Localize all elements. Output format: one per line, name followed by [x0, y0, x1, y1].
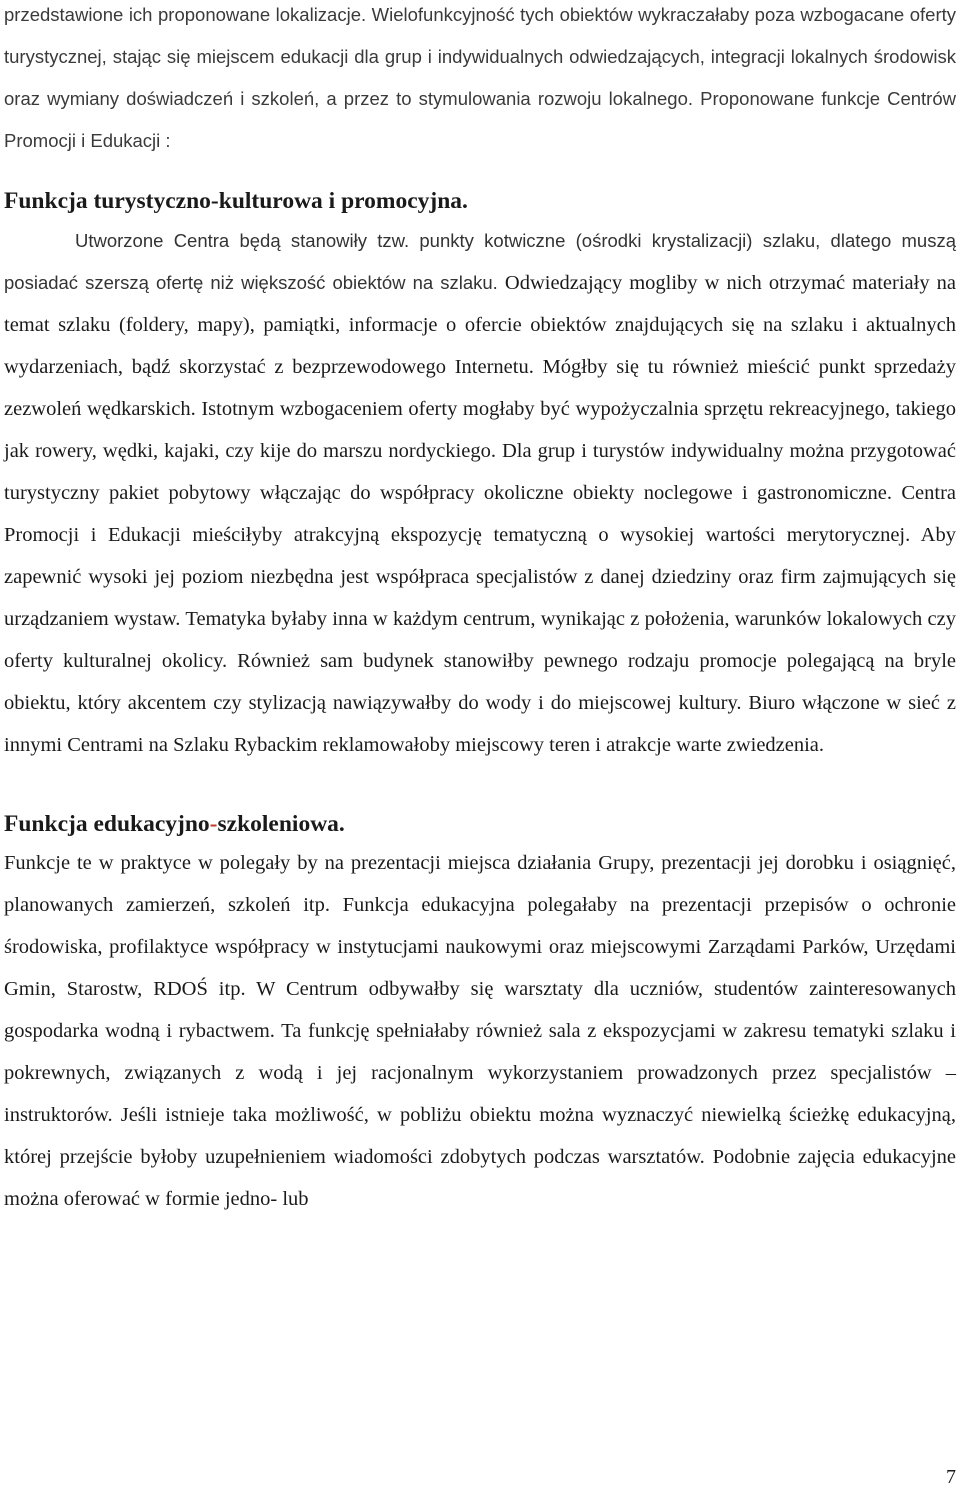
document-page	[4, 0, 956, 1220]
intro-functions-lead: Proponowane funkcje Centrów Promocji i Edukacji :	[4, 88, 956, 151]
intro-text: przedstawione ich proponowane lokalizacje. Wielofunkcyjność tych obiektów wykraczałaby poza wzbogacane oferty turystycznej, stając się miejscem edukacji dla grup i indywidualnych odwiedzających, integracji lokalnych środowisk oraz wymiany doświadczeń i szkoleń, a przez to stymulowania rozwoju lokalnego.	[4, 4, 956, 109]
intro-paragraph	[4, 0, 956, 162]
heading-part-2: szkoleniowa.	[217, 811, 345, 837]
tourism-lead-text: Utworzone Centra będą stanowiły tzw. punkty kotwiczne (ośrodki krystalizacji) szlaku, dlatego muszą posiadać szerszą ofertę niż większość obiektów na szlaku.	[4, 230, 956, 293]
section-heading-education	[4, 808, 956, 840]
tourism-body-text: Odwiedzający mogliby w nich otrzymać materiały na temat szlaku (foldery, mapy), pamiątki, informacje o ofercie obiektów znajdujących się na szlaku i aktualnych wydarzeniach, bądź skorzystać z bezprzewodowego Internetu. Mógłby się tu również mieścić punkt sprzedaży zezwoleń wędkarskich. Istotnym wzbogaceniem oferty mogłaby być wypożyczalnia sprzętu rekreacyjnego, takiego jak rowery, wędki, kajaki, czy kije do marszu nordyckiego. Dla grup i turystów indywidualny można przygotować turystyczny pakiet pobytowy włączając do współpracy okoliczne obiekty noclegowe i gastronomiczne. Centra Promocji i Edukacji mieściłyby atrakcyjną ekspozycję tematyczną o wysokiej wartości merytorycznej. Aby zapewnić wysoki jej poziom niezbędna jest współpraca specjalistów z danej dziedziny oraz firm zajmujących się urządzaniem wystaw. Tematyka byłaby inna w każdym centrum, wynikając z położenia, warunków lokalowych czy oferty kulturalnej okolicy. Również sam budynek stanowiłby pewnego rodzaju promocje polegającą na bryle obiektu, który akcentem czy stylizacją nawiązywałby do wody i do miejscowej kultury. Biuro włączone w sieć z innymi Centrami na Szlaku Rybackim reklamowałoby miejscowy teren i atrakcje warte zwiedzenia.	[4, 272, 957, 756]
page-number: 7	[946, 1466, 956, 1488]
section-paragraph-tourism	[4, 220, 956, 766]
section-paragraph-education: Funkcje te w praktyce w polegały by na prezentacji miejsca działania Grupy, prezentacji jej dorobku i osiągnięć, planowanych zamierzeń, szkoleń itp. Funkcja edukacyjna polegałaby na prezentacji przepisów o ochronie środowiska, profilaktyce współpracy w instytucjami naukowymi oraz miejscowymi Zarządami Parków, Urzędami Gmin, Starostw, RDOŚ itp. W Centrum odbywałby się warsztaty dla uczniów, studentów zainteresowanych gospodarka wodną i rybactwem. Ta funkcję spełniałaby również sala z ekspozycjami w zakresu tematyki szlaku i pokrewnych, związanych z wodą i jej racjonalnym wykorzystaniem prowadzonych przez specjalistów – instruktorów. Jeśli istnieje taka możliwość, w pobliżu obiektu można wyznaczyć niewielką ścieżkę edukacyjną, której przejście byłoby uzupełnieniem wiadomości zdobytych podczas warsztatów. Podobnie zajęcia edukacyjne można oferować w formie jedno- lub	[4, 852, 956, 1210]
section-heading-tourism: Funkcja turystyczno-kulturowa i promocyjna.	[4, 188, 468, 214]
heading-hyphen: -	[209, 811, 218, 837]
heading-part-1: Funkcja edukacyjno	[4, 811, 210, 837]
